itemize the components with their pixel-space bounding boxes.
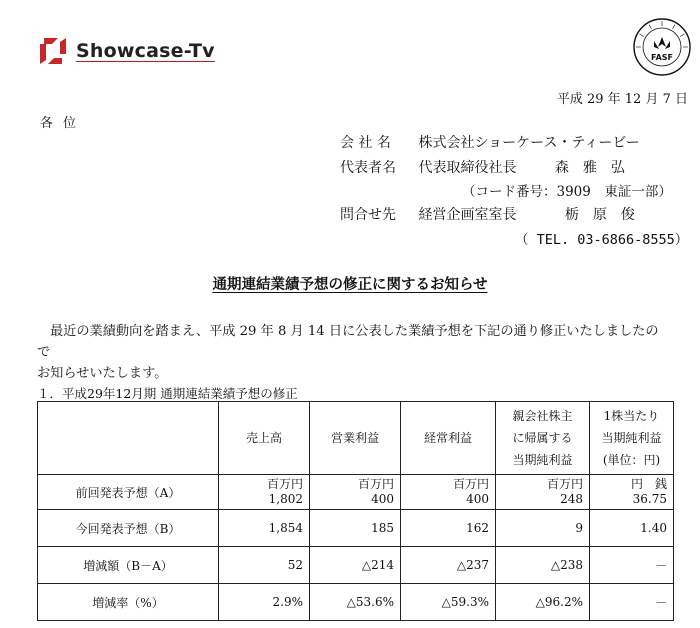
cell-value: △96.2% xyxy=(496,584,590,621)
cell-value: △53.6% xyxy=(310,584,401,621)
contact-title: 経営企画室室長 xyxy=(418,207,517,223)
unit-label: 百万円 xyxy=(266,477,303,491)
row-label: 今回発表予想（B） xyxy=(38,510,219,547)
header-net-profit-l3: 当期純利益 xyxy=(512,453,573,467)
header-operating-profit: 営業利益 xyxy=(310,402,401,475)
cell-value: △59.3% xyxy=(401,584,496,621)
header-net-profit xyxy=(496,402,590,475)
header-eps xyxy=(590,402,674,475)
cell-value: 1,802 xyxy=(268,492,303,506)
table-row xyxy=(38,475,674,510)
section-heading: １．平成29年12月期 通期連結業績予想の修正 xyxy=(37,386,298,401)
cell-value: 162 xyxy=(401,510,496,547)
representative-row xyxy=(340,157,625,177)
company-label: 会 社 名 xyxy=(340,135,391,151)
contact-tel: （ TEL. 03-6866-8555） xyxy=(515,232,689,248)
cell-value: 2.9% xyxy=(219,584,310,621)
cell-value: 400 xyxy=(466,492,489,506)
table-cell xyxy=(310,475,401,510)
forecast-table xyxy=(37,401,674,621)
cell-value: 400 xyxy=(371,492,394,506)
unit-label: 百万円 xyxy=(452,477,489,491)
fasf-badge-icon xyxy=(632,17,692,77)
header-ordinary-profit: 経常利益 xyxy=(401,402,496,475)
addressee: 各位 xyxy=(40,116,87,131)
table-cell xyxy=(496,475,590,510)
showcase-logo-icon xyxy=(36,34,70,68)
contact-label: 問合せ先 xyxy=(340,207,396,223)
release-date: 平成 29 年 12 月 7 日 xyxy=(556,92,688,107)
table-row xyxy=(38,510,674,547)
cell-value: 1.40 xyxy=(590,510,674,547)
row-label: 増減率（%） xyxy=(38,584,219,621)
header-blank xyxy=(38,402,219,475)
stock-code: （コード番号：3909 東証一部） xyxy=(462,184,672,200)
notice-body xyxy=(37,321,667,384)
table-cell xyxy=(590,475,674,510)
table-cell xyxy=(219,475,310,510)
unit-label: 円 銭 xyxy=(630,477,667,491)
representative-label: 代表者名 xyxy=(340,160,396,176)
row-label: 増減額（B－A） xyxy=(38,547,219,584)
header-eps-l3: (単位：円) xyxy=(602,453,661,467)
cell-value: 9 xyxy=(496,510,590,547)
header-sales: 売上高 xyxy=(219,402,310,475)
table-header-row xyxy=(38,402,674,475)
cell-value: 185 xyxy=(310,510,401,547)
cell-value: － xyxy=(590,547,674,584)
cell-value: 1,854 xyxy=(219,510,310,547)
company-row xyxy=(340,132,640,152)
table-cell xyxy=(401,475,496,510)
cell-value: △237 xyxy=(401,547,496,584)
table-row xyxy=(38,547,674,584)
cell-value: △238 xyxy=(496,547,590,584)
cell-value: 52 xyxy=(219,547,310,584)
table-row xyxy=(38,584,674,621)
header-net-profit-l1: 親会社株主 xyxy=(512,409,573,423)
fasf-text: FASF xyxy=(651,53,673,62)
header-net-profit-l2: に帰属する xyxy=(512,431,573,445)
unit-label: 百万円 xyxy=(546,477,583,491)
cell-value: 248 xyxy=(560,492,583,506)
notice-title: 通期連結業績予想の修正に関するお知らせ xyxy=(212,276,488,293)
cell-value: △214 xyxy=(310,547,401,584)
body-line-1: 最近の業績動向を踏まえ、平成 29 年 8 月 14 日に公表した業績予想を下記の通り修正いたしましたので xyxy=(37,324,659,360)
header-eps-l1: 1株当たり xyxy=(603,409,660,423)
company-name: 株式会社ショーケース・ティービー xyxy=(418,135,640,151)
logo-text: Showcase-Tv xyxy=(76,40,215,62)
row-label: 前回発表予想（A） xyxy=(38,475,219,510)
body-line-2: お知らせいたします。 xyxy=(37,366,168,381)
contact-row xyxy=(340,204,635,224)
header-eps-l2: 当期純利益 xyxy=(601,431,662,445)
unit-label: 百万円 xyxy=(357,477,394,491)
contact-name: 栃 原 俊 xyxy=(564,207,635,223)
representative-title: 代表取締役社長 xyxy=(418,160,517,176)
company-logo xyxy=(36,34,215,68)
cell-value: － xyxy=(590,584,674,621)
representative-name: 森 雅 弘 xyxy=(554,160,625,176)
cell-value: 36.75 xyxy=(632,492,667,506)
